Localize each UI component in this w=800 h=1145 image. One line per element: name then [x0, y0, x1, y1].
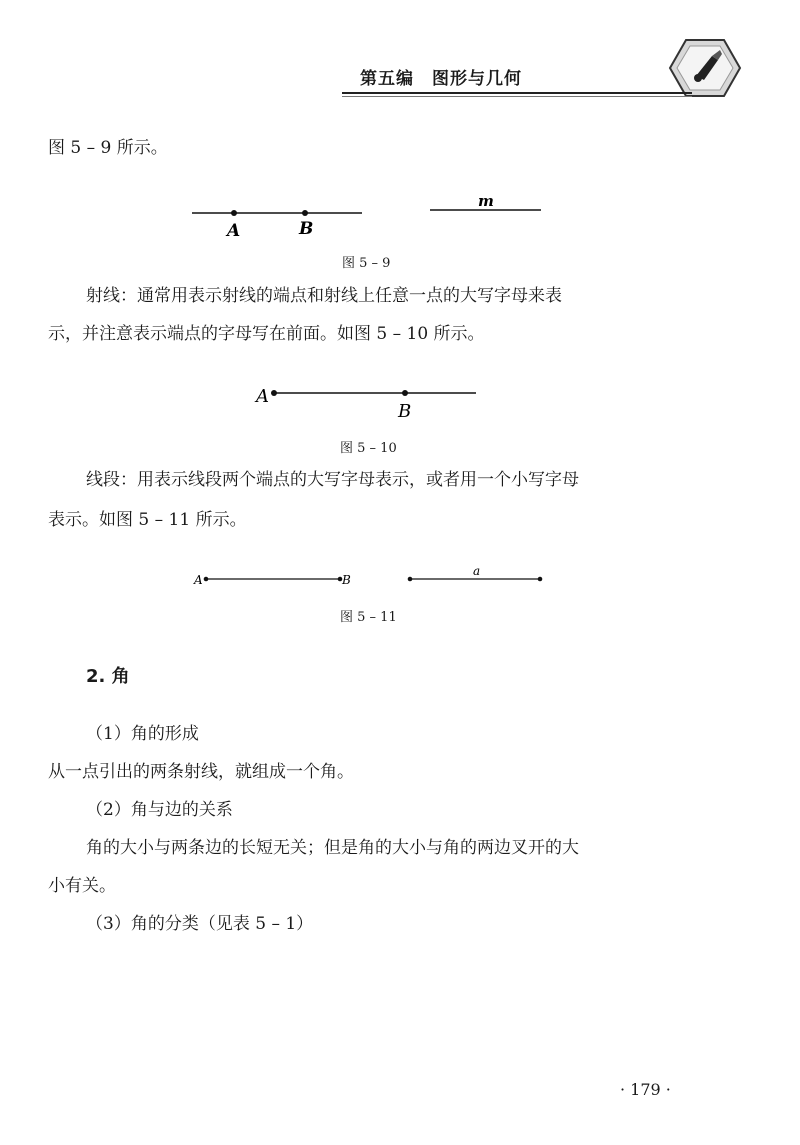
sub-heading: （2）角与边的关系	[86, 800, 233, 820]
sub-heading: （1）角的形成	[86, 724, 199, 744]
label-b: B	[342, 573, 351, 587]
header-rule-thin	[342, 96, 692, 97]
label-b: B	[398, 401, 412, 422]
text-line: 角的大小与两条边的长短无关；但是角的大小与角的两边叉开的大	[86, 838, 579, 858]
text-line: 图 5 – 9 所示。	[48, 138, 168, 158]
figure-caption: 图 5 – 10	[340, 441, 397, 456]
point-a	[204, 577, 209, 582]
point-b	[402, 390, 408, 396]
figure-caption: 图 5 – 9	[342, 256, 391, 271]
book-emblem-icon	[668, 36, 742, 100]
point-a	[231, 210, 237, 216]
header-rule	[342, 92, 692, 94]
section-heading: 2. 角	[86, 666, 130, 687]
page-number: · 179 ·	[620, 1080, 671, 1099]
label-b: B	[299, 219, 314, 239]
text-line: 线段：用表示线段两个端点的大写字母表示，或者用一个小写字母	[86, 470, 579, 490]
endpoint-right	[538, 577, 543, 582]
text-line: 示，并注意表示端点的字母写在前面。如图 5 – 10 所示。	[48, 324, 485, 344]
text-line: 射线：通常用表示射线的端点和射线上任意一点的大写字母来表	[86, 286, 562, 306]
point-a	[271, 390, 277, 396]
figure-5-10	[0, 376, 800, 476]
text-line: 小有关。	[48, 876, 116, 896]
figure-5-11	[0, 560, 800, 660]
sub-heading: （3）角的分类（见表 5 – 1）	[86, 914, 314, 934]
label-a: A	[256, 386, 269, 407]
label-a: A	[194, 573, 203, 587]
chapter-title: 第五编 图形与几何	[360, 69, 522, 89]
figure-5-9	[0, 190, 800, 290]
point-b	[302, 210, 308, 216]
text-line: 表示。如图 5 – 11 所示。	[48, 510, 247, 530]
text-line: 从一点引出的两条射线，就组成一个角。	[48, 762, 354, 782]
label-small-a: a	[473, 564, 481, 578]
label-a: A	[227, 221, 241, 241]
figure-caption: 图 5 – 11	[340, 610, 397, 625]
label-m: m	[478, 192, 494, 210]
endpoint-left	[408, 577, 413, 582]
